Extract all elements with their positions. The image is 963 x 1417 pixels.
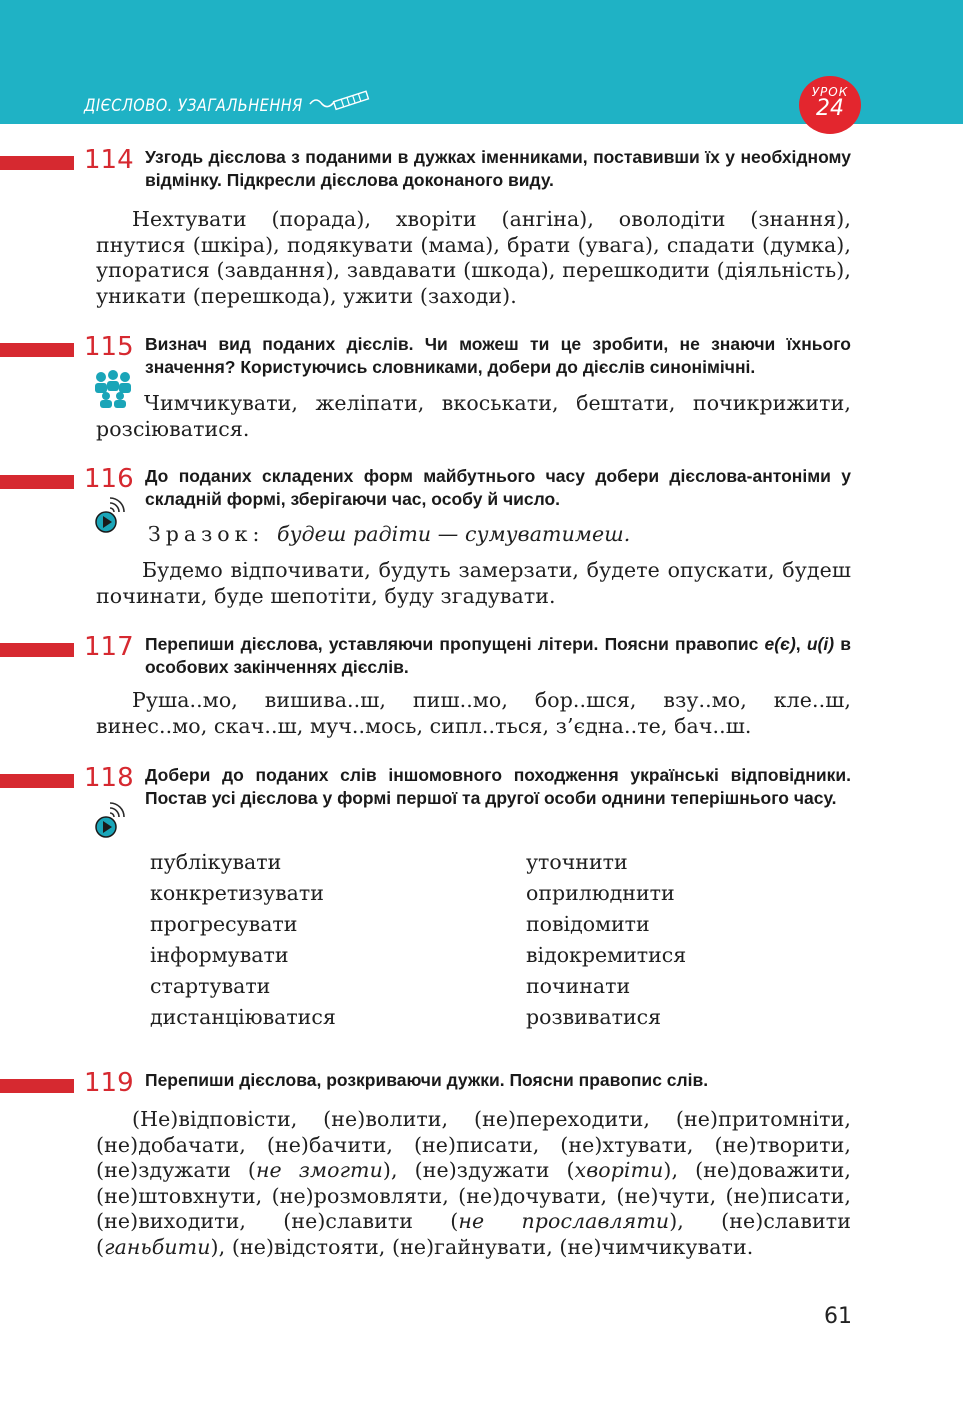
task-part-italic: и(і) <box>806 634 835 654</box>
exercise-task: Добери до поданих слів іншомовного походження українські відповідники. Постав усі дієслова у формі першої та другої особи однини теперішнього часу. <box>145 765 851 808</box>
lesson-number: 24 <box>816 96 844 121</box>
lesson-badge <box>799 76 861 134</box>
exercise-text: Руша..мо, вишива..ш, пиш..мо, бор..шся, взу..мо, кле..ш, винес..мо, скач..ш, муч..мось, сипл..ться, з’єдна..те, бач..ш. <box>96 688 851 738</box>
word-item: стартувати <box>150 974 271 998</box>
word-item: конкретизувати <box>150 881 324 905</box>
word-item: прогресувати <box>150 912 298 936</box>
exercise-marker-bar <box>0 643 74 657</box>
sample-label: Зразок: <box>148 522 265 546</box>
text-segment: ), (не)славити ( <box>96 1209 851 1259</box>
exercise-number: 119 <box>84 1068 134 1098</box>
exercise-task <box>145 633 851 679</box>
exercise-task: Перепиши дієслова, розкриваючи дужки. Поясни правопис слів. <box>145 1070 709 1090</box>
text-segment: (Не)відповісти, (не)волити, (не)переходити, (не)притомніти, (не)добачати, (не)бачити, (не)писати, (не)хтувати, (не)творити, (не)здужати ( <box>96 1107 851 1182</box>
exercise-number: 115 <box>84 332 134 362</box>
audio-play-icon[interactable] <box>94 799 132 839</box>
exercise-number: 117 <box>84 632 134 662</box>
task-part-italic: е(є) <box>764 634 796 654</box>
text-segment-italic: ганьбити <box>104 1234 211 1259</box>
section-title: ДІЄСЛОВО. УЗАГАЛЬНЕННЯ <box>84 96 303 116</box>
exercise-task: Визнач вид поданих дієслів. Чи можеш ти це зробити, не знаючи їхнього значення? Користуючись словниками, добери до дієслів синонімічні. <box>145 334 851 377</box>
word-item: повідомити <box>526 912 650 936</box>
exercise-task: До поданих складених форм майбутнього часу добери дієслова-антоніми у складній формі, зберігаючи час, особу й число. <box>145 466 851 509</box>
exercise-number: 118 <box>84 763 134 793</box>
text-segment: ), (не)відстояти, (не)гайнувати, (не)чимчикувати. <box>210 1234 754 1259</box>
task-part: Перепиши дієслова, уставляючи пропущені літери. Поясни правопис <box>145 634 765 654</box>
text-segment-italic: не змогти <box>255 1158 383 1182</box>
word-item: відокремитися <box>526 943 687 967</box>
ukrainian-words-column <box>526 847 686 1033</box>
exercise-text <box>96 1107 851 1260</box>
word-item: публікувати <box>150 850 282 874</box>
exercise-marker-bar <box>0 774 74 788</box>
page-number: 61 <box>824 1304 852 1329</box>
text-segment-italic: хворіти <box>574 1158 664 1182</box>
word-item: оприлюднити <box>526 881 675 905</box>
pen-icon <box>308 88 372 112</box>
lesson-label: УРОК <box>811 85 849 99</box>
exercise-marker-bar <box>0 475 74 489</box>
word-item: уточнити <box>526 850 628 874</box>
text-segment-italic: не прославляти <box>458 1209 670 1233</box>
word-item: розвиватися <box>526 1005 662 1029</box>
text-segment: ), (не)здужати ( <box>382 1158 575 1182</box>
task-part: в особових закінченнях дієслів. <box>145 634 852 677</box>
foreign-words-column <box>150 847 336 1033</box>
text-segment: ), (не)доважити, (не)штовхнути, (не)розмовляти, (не)дочувати, (не)чути, (не)писати, (не)виходити, (не)славити ( <box>96 1158 851 1233</box>
sample <box>96 522 851 548</box>
word-item: дистанціюватися <box>150 1005 336 1029</box>
exercise-text: Нехтувати (порада), хворіти (ангіна), оволодіти (знання), пнутися (шкіра), подякувати (мама), брати (увага), спадати (думка), упоратися (завдання), завдавати (шкода), перешкодити (діяльність), уникати (перешкода), ужити (заходи). <box>96 207 851 308</box>
exercise-marker-bar <box>0 343 74 357</box>
sample-text: будеш радіти — сумуватимеш. <box>276 522 631 546</box>
exercise-text: Чимчикувати, желіпати, вкоськати, бештати, почикрижити, розсіюватися. <box>96 391 851 441</box>
exercise-task: Узгодь дієслова з поданими в дужках іменниками, поставивши їх у необхідному відмінку. Підкресли дієслова доконаного виду. <box>145 147 851 190</box>
exercise-text: Будемо відпочивати, будуть замерзати, будете опускати, будеш починати, буде шепотіти, буду згадувати. <box>96 558 851 608</box>
exercise-number: 116 <box>84 464 134 494</box>
task-part: , <box>795 634 807 654</box>
word-item: інформувати <box>150 943 289 967</box>
word-item: починати <box>526 974 631 998</box>
exercise-marker-bar <box>0 156 74 170</box>
exercise-number: 114 <box>84 145 134 175</box>
exercise-marker-bar <box>0 1079 74 1093</box>
